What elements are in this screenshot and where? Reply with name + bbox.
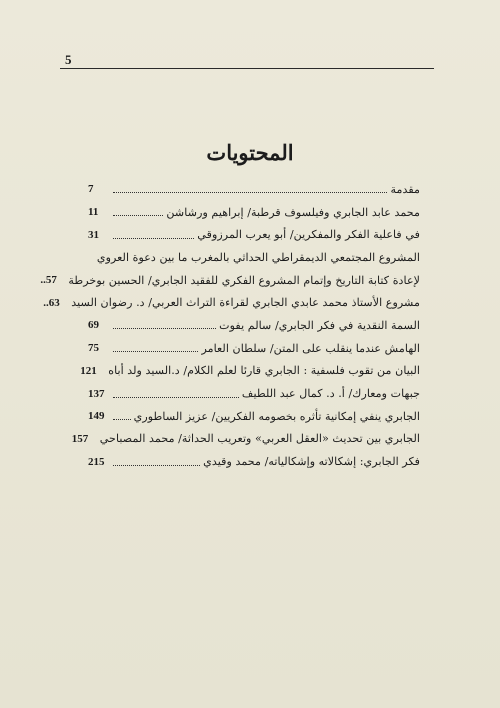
- toc-entry[interactable]: [88, 337, 420, 360]
- toc-entry[interactable]: [88, 405, 420, 428]
- toc-entry-text: الجابري بين تحديث «العقل العربي» وتعريب الحداثة/ محمد المصباحي: [99, 432, 420, 446]
- toc-entry[interactable]: [40, 269, 420, 292]
- toc-entry-text: المشروع المجتمعي الديمقراطي الحداثي بالمغرب ما بين دعوة العروي: [96, 250, 420, 264]
- toc-entry-page: ..57: [40, 274, 57, 287]
- toc-entry-page: ..63: [43, 296, 60, 309]
- toc-entry[interactable]: [71, 428, 420, 451]
- toc-entry-text: محمد عابد الجابري وفيلسوف قرطبة/ إبراهيم ورشاشن: [166, 205, 420, 219]
- toc-entry[interactable]: [80, 360, 420, 383]
- toc-entry[interactable]: [88, 382, 420, 405]
- toc-entry-text: السمة النقدية في فكر الجابري/ سالم يفوت: [219, 318, 420, 332]
- toc-entry-page: 11: [88, 206, 99, 219]
- toc-entry-text: مشروع الأستاذ محمد عابدي الجابري لقراءة التراث العربي/ د. رضوان السيد: [71, 296, 420, 310]
- toc-entry[interactable]: [88, 314, 420, 337]
- toc-entry-text: البيان من تقوب فلسفية : الجابري قارئا لعلم الكلام/ د.السيد ولد أباه: [108, 364, 420, 378]
- toc-entry-text: فكر الجابري: إشكالاته وإشكالياته/ محمد وقيدي: [203, 455, 420, 469]
- header-rule: [60, 68, 434, 69]
- toc-entry-text: مقدمة: [390, 182, 420, 196]
- toc-entry-text: الجابري ينفي إمكانية تأثره بخصومه الفكريين/ عزيز الساطوري: [133, 409, 420, 423]
- toc-entry[interactable]: [43, 291, 420, 314]
- leader-dots: [113, 458, 200, 466]
- toc-entry[interactable]: [88, 223, 420, 246]
- toc-entry-page: 69: [88, 319, 99, 332]
- toc-entry-text: الهامش عندما ينقلب على المتن/ سلطان العامر: [201, 341, 420, 355]
- toc-entry-page: 215: [88, 455, 105, 468]
- toc-entry-page: 31: [88, 228, 99, 241]
- toc-entry[interactable]: [88, 450, 420, 473]
- page-title: المحتويات: [206, 140, 294, 165]
- toc-entry[interactable]: [88, 201, 420, 224]
- toc-entry-page: 137: [88, 387, 105, 400]
- page-number: 5: [65, 52, 72, 67]
- toc-entry-page: 157: [71, 432, 89, 445]
- leader-dots: [113, 185, 387, 193]
- toc-entry[interactable]: [88, 246, 420, 269]
- leader-dots: [113, 344, 198, 352]
- toc-entry-text: لإعادة كتابة التاريخ وإتمام المشروع الفكري للفقيد الجابري/ الحسين بوخرطة: [68, 273, 420, 287]
- toc-entry-page: 7: [88, 183, 94, 196]
- leader-dots: [113, 412, 131, 420]
- toc-entry-text: جبهات ومعارك/ أ. د. كمال عبد اللطيف: [241, 387, 420, 401]
- toc-entry-page: 75: [88, 342, 99, 355]
- toc-entry-page: 149: [88, 410, 105, 423]
- toc-entry-text: في فاعلية الفكر والمفكرين/ أبو يعرب المرزوقي: [197, 228, 420, 242]
- leader-dots: [113, 321, 216, 329]
- toc-entry-page: 121: [80, 364, 97, 377]
- leader-dots: [113, 208, 163, 216]
- toc-entry[interactable]: [88, 178, 420, 201]
- leader-dots: [113, 231, 194, 239]
- table-of-contents: [40, 178, 420, 473]
- leader-dots: [113, 390, 239, 398]
